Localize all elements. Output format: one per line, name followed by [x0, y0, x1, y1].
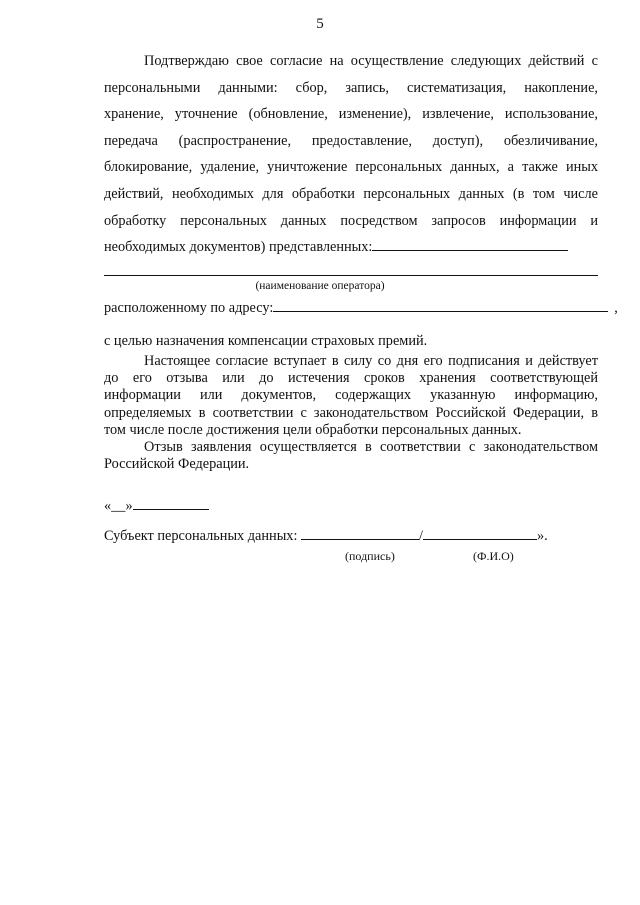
date-row [104, 498, 209, 515]
validity-line: определяемых в соответствии с законодательством Российской Федерации, в [104, 404, 598, 421]
validity-line: Настоящее согласие вступает в силу со дня его подписания и действует [144, 353, 598, 369]
address-tail: , [614, 300, 618, 316]
subject-label: Субъект персональных данных: [104, 528, 298, 544]
validity-line: информации или документов, содержащих указанную информацию, [104, 387, 598, 404]
consent-line: блокирование, удаление, уничтожение персональных данных, а также иных [104, 159, 598, 176]
signature-caption: (подпись) [345, 549, 395, 563]
address-blank-line[interactable] [273, 310, 608, 312]
consent-line: хранение, уточнение (обновление, изменение), извлечение, использование, [104, 106, 598, 123]
address-label: расположенному по адресу: [104, 300, 274, 316]
subject-end: ». [536, 528, 548, 544]
date-prefix: «__» [104, 498, 133, 514]
consent-line: обработку персональных данных посредством запросов информации и [104, 212, 598, 229]
consent-line: передача (распространение, предоставление, доступ), обезличивание, [104, 132, 598, 149]
signature-blank-line[interactable] [301, 538, 419, 540]
validity-line: до его отзыва или до истечения сроков хранения соответствующей [104, 370, 598, 387]
consent-line: Подтверждаю свое согласие на осуществление следующих действий с [144, 53, 598, 69]
revocation-line: Российской Федерации. [104, 456, 250, 473]
date-blank-line[interactable] [133, 508, 209, 510]
consent-paragraph [104, 48, 598, 261]
consent-line-last [104, 234, 598, 261]
purpose-line: с целью назначения компенсации страховых премий. [104, 333, 428, 349]
address-row [104, 300, 618, 317]
operator-name-blank[interactable] [104, 275, 598, 276]
consent-line: персональными данными: сбор, запись, систематизация, накопление, [104, 79, 598, 96]
operator-blank-line[interactable] [372, 249, 568, 251]
fio-caption: (Ф.И.О) [473, 549, 514, 563]
validity-line: том числе после достижения цели обработки персональных данных. [104, 421, 522, 438]
subject-separator: / [419, 528, 423, 544]
fio-blank-line[interactable] [423, 538, 537, 540]
page-number: 5 [316, 16, 324, 32]
consent-line: действий, необходимых для обработки персональных данных (в том числе [104, 185, 598, 202]
operator-caption: (наименование оператора) [255, 280, 385, 292]
revocation-line: Отзыв заявления осуществляется в соответствии с законодательством [144, 439, 598, 456]
consent-line-text: необходимых документов) представленных: [104, 239, 373, 256]
validity-paragraph [104, 353, 598, 473]
subject-signature-row [104, 528, 548, 545]
